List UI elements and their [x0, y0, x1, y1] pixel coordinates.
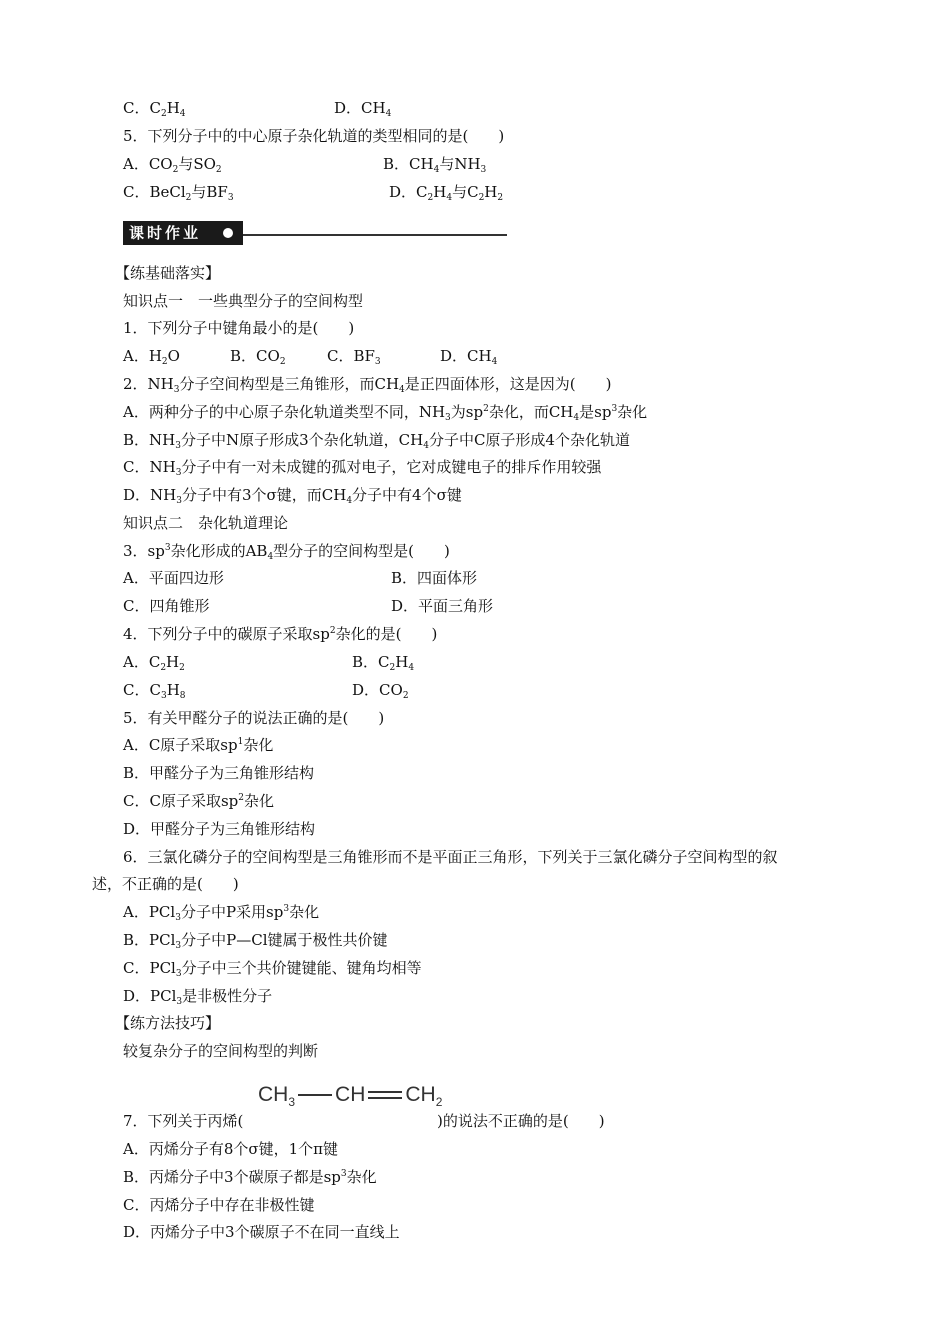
question-5-stem: 5．下列分子中的中心原子杂化轨道的类型相同的是( )	[123, 127, 505, 145]
double-bond-icon	[368, 1090, 402, 1100]
q2-option-a: A．两种分子的中心原子杂化轨道类型不同，$NH_3$为$sp^2$杂化，而$CH_4$是$sp^3$杂化	[123, 403, 648, 423]
question-5b-stem: 5．有关甲醛分子的说法正确的是( )	[123, 709, 385, 727]
q7-option-a: A．丙烯分子有8个σ键，1个π键	[123, 1140, 339, 1158]
q6-option-b: B．PCl$_3$分子中P—Cl键属于极性共价键	[123, 931, 388, 951]
q2-option-c: C．$NH_3$分子中有一对未成键的孤对电子，它对成键电子的排斥作用较强	[123, 458, 602, 478]
banner-rule	[243, 234, 507, 236]
q6-option-a: A．PCl$_3$分子中P采用$sp^3$杂化	[123, 903, 320, 923]
q5b-option-b: B．甲醛分子为三角锥形结构	[123, 764, 315, 782]
propene-formula: $CH_3$ CH $CH_2$	[258, 1083, 443, 1109]
q5b-option-a: A．C原子采取$sp^1$杂化	[123, 736, 274, 754]
banner-title: 课时作业	[123, 221, 243, 245]
option-c: C．$C_2H_4$	[123, 99, 186, 119]
q4-option-a: A．$C_2H_2$	[123, 653, 185, 673]
bullet-dot-icon	[223, 228, 233, 238]
q2-option-b: B．$NH_3$分子中N原子形成3个杂化轨道，$CH_4$分子中C原子形成4个杂化轨道	[123, 431, 630, 451]
q4-option-d: D．$CO_2$	[352, 681, 409, 701]
q1-option-a: A．$H_2O$	[123, 347, 180, 367]
q5-option-d: D．$C_2H_4$与$C_2H_2$	[389, 183, 504, 203]
knowledge-point-2: 知识点二 杂化轨道理论	[123, 514, 289, 532]
q1-option-c: C．$BF_3$	[327, 347, 381, 367]
q4-option-c: C．$C_3H_8$	[123, 681, 186, 701]
q5-option-a: A．$CO_2$与$SO_2$	[123, 155, 222, 175]
question-7-stem-start: 7．下列关于丙烯(	[123, 1112, 244, 1130]
q6-option-c: C．PCl$_3$分子中三个共价键键能、键角均相等	[123, 959, 422, 979]
q7-option-b: B．丙烯分子中3个碳原子都是$sp^3$杂化	[123, 1168, 377, 1186]
question-6-stem-line1: 6．三氯化磷分子的空间构型是三角锥形而不是平面正三角形，下列关于三氯化磷分子空间构型的叙	[123, 848, 778, 866]
section-methods: 【练方法技巧】	[115, 1014, 221, 1032]
q7-option-c: C．丙烯分子中存在非极性键	[123, 1196, 315, 1214]
single-bond-icon	[298, 1090, 332, 1100]
q5-option-b: B．$CH_4$与$NH_3$	[383, 155, 487, 175]
question-6-stem-line2: 述，不正确的是( )	[92, 875, 239, 893]
q3-option-c: C．四角锥形	[123, 597, 210, 615]
q3-option-d: D．平面三角形	[391, 597, 494, 615]
q1-option-d: D．$CH_4$	[440, 347, 498, 367]
q5b-option-c: C．C原子采取$sp^2$杂化	[123, 792, 275, 810]
method-topic: 较复杂分子的空间构型的判断	[123, 1042, 319, 1060]
q3-option-a: A．平面四边形	[123, 569, 224, 587]
homework-banner	[123, 221, 507, 245]
q3-option-b: B．四面体形	[391, 569, 478, 587]
question-4-stem: 4．下列分子中的碳原子采取$sp^2$杂化的是( )	[123, 625, 438, 643]
knowledge-point-1: 知识点一 一些典型分子的空间构型	[123, 292, 364, 310]
q7-option-d: D．丙烯分子中3个碳原子不在同一直线上	[123, 1223, 400, 1241]
question-2-stem: 2．$NH_3$分子空间构型是三角锥形，而$CH_4$是正四面体形，这是因为( )	[123, 375, 612, 395]
q1-option-b: B．$CO_2$	[230, 347, 286, 367]
section-basics: 【练基础落实】	[115, 264, 221, 282]
q6-option-d: D．PCl$_3$是非极性分子	[123, 987, 273, 1007]
q5b-option-d: D．甲醛分子为三角锥形结构	[123, 820, 316, 838]
q2-option-d: D．$NH_3$分子中有3个σ键，而$CH_4$分子中有4个σ键	[123, 486, 462, 506]
question-3-stem: 3．$sp^3$杂化形成的$AB_4$型分子的空间构型是( )	[123, 542, 450, 562]
q4-option-b: B．$C_2H_4$	[352, 653, 415, 673]
question-7-stem-end: )的说法不正确的是( )	[437, 1112, 605, 1130]
question-1-stem: 1．下列分子中键角最小的是( )	[123, 319, 355, 337]
q5-option-c: C．BeCl$_2$与$BF_3$	[123, 183, 234, 203]
option-d: D．$CH_4$	[334, 99, 392, 119]
